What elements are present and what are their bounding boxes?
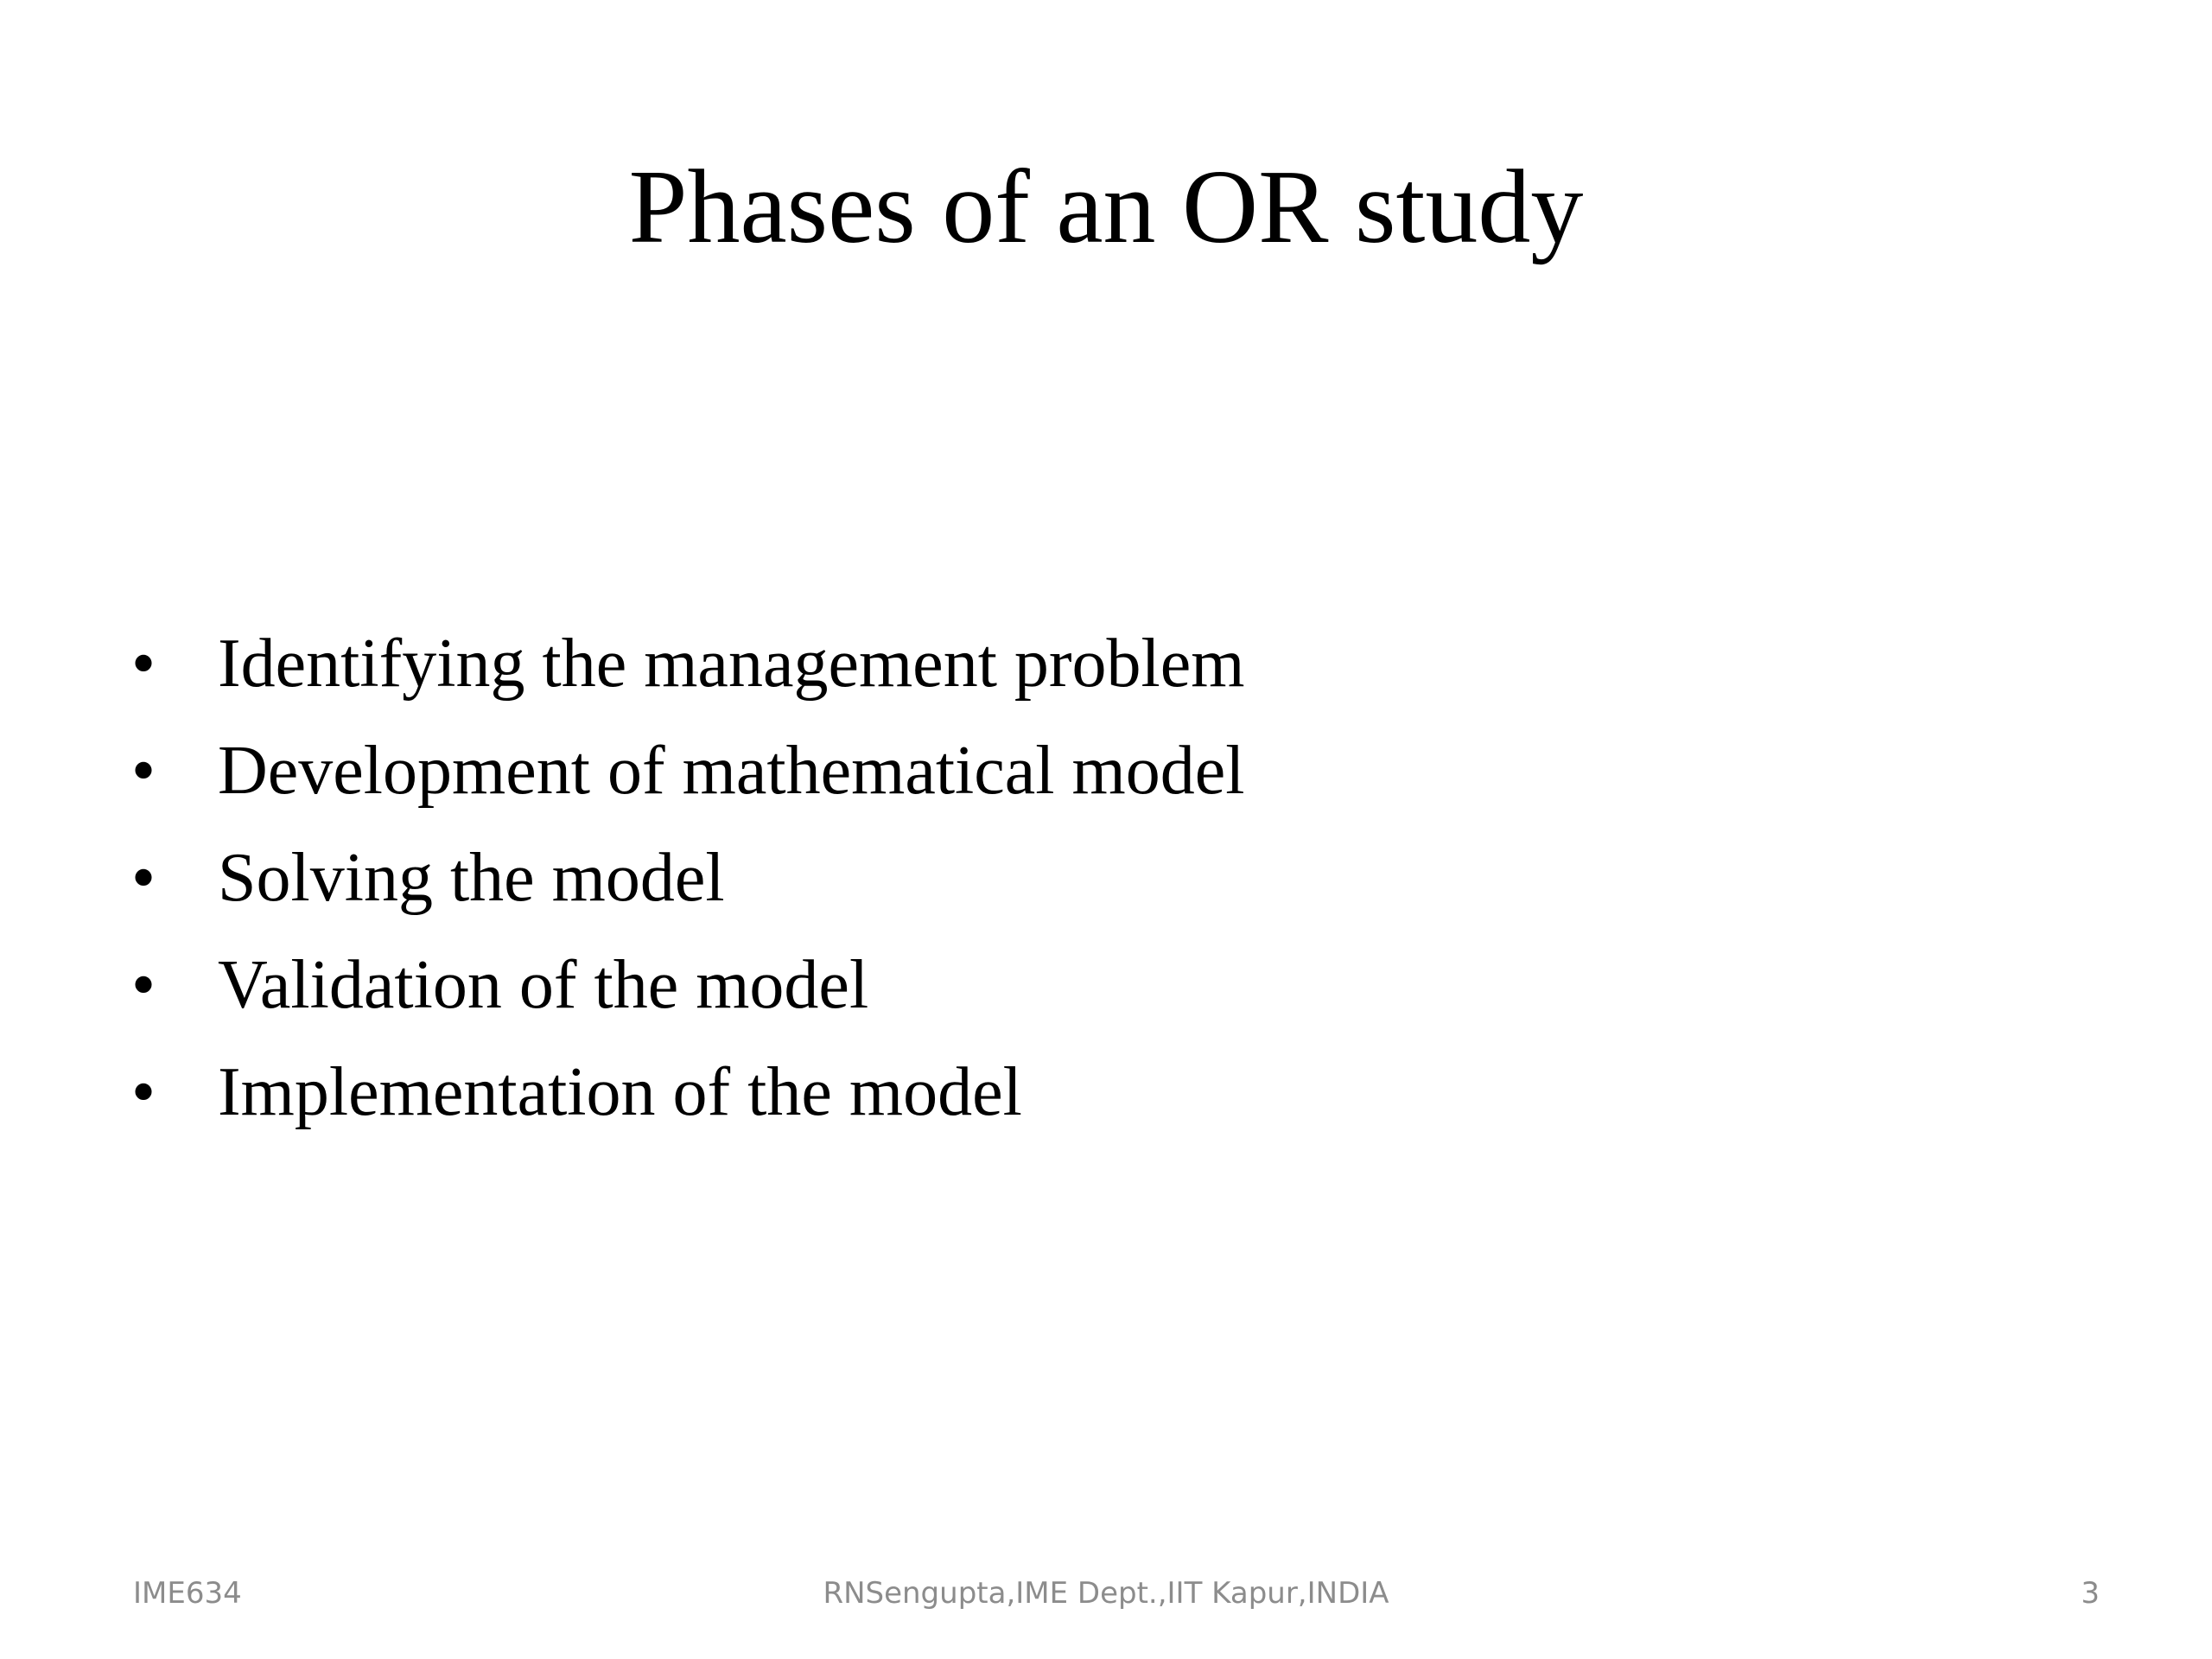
footer-course-code: IME634	[133, 1576, 242, 1611]
bullet-text: Implementation of the model	[218, 1054, 1022, 1130]
bullet-text: Development of mathematical model	[218, 733, 1245, 809]
bullet-item-development-model	[131, 717, 1245, 824]
slide-title: Phases of an OR study	[628, 149, 1584, 265]
bullet-icon: •	[131, 1054, 156, 1130]
bullet-text: Solving the model	[218, 840, 725, 916]
bullet-icon: •	[131, 947, 156, 1023]
bullet-text: Validation of the model	[218, 947, 869, 1023]
footer-slide-number: 3	[2081, 1576, 2100, 1611]
bullet-item-solving-model	[131, 824, 1245, 931]
bullet-icon: •	[131, 733, 156, 809]
footer-author: RNSengupta,IME Dept.,IIT Kapur,INDIA	[823, 1576, 1389, 1611]
bullet-icon: •	[131, 840, 156, 916]
bullet-item-identifying-problem	[131, 610, 1245, 717]
bullet-text: Identifying the management problem	[218, 626, 1245, 702]
bullet-icon: •	[131, 626, 156, 702]
bullet-item-implementation-model	[131, 1039, 1245, 1146]
bullet-list	[131, 610, 1245, 1146]
bullet-item-validation-model	[131, 931, 1245, 1039]
